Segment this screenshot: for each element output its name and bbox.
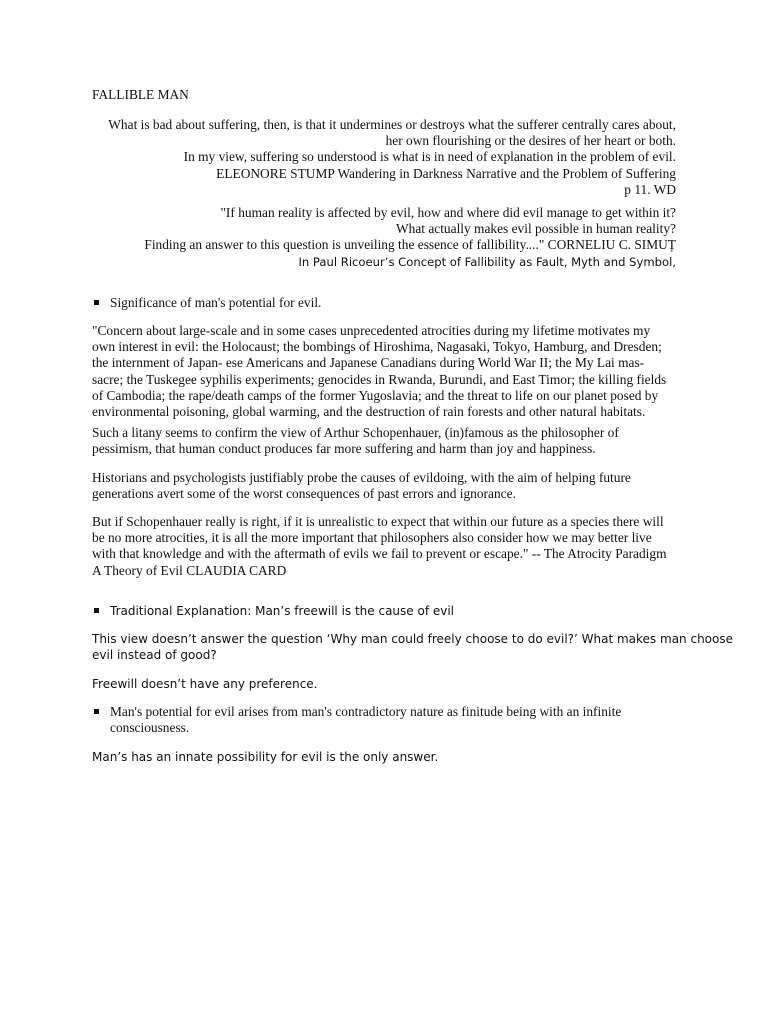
paragraph-line: sacre; the Tuskegee syphilis experiments; genocides in Rwanda, Burundi, and East Timor; the killing fields: [92, 371, 667, 387]
freewill-paragraph: [92, 676, 692, 692]
card-quote-paragraph-4: [92, 514, 692, 579]
paragraph-line: A Theory of Evil CLAUDIA CARD: [92, 562, 287, 578]
epigraph-line: "If human reality is affected by evil, how and where did evil manage to get within it?: [220, 205, 676, 220]
paragraph-line: evil instead of good?: [92, 648, 217, 663]
paragraph-line: environmental poisoning, global warming, and the destruction of rain forests and other natural habitats.: [92, 404, 646, 420]
conclusion-paragraph: [92, 749, 692, 765]
paragraph-line: of Cambodia; the rape/death camps of the former Yugoslavia; and the threat to life on our planet posed by: [92, 387, 659, 403]
paragraph-line: own interest in evil: the Holocaust; the bombings of Hiroshima, Nagasaki, Tokyo, Hamburg, and Dresden;: [92, 339, 662, 355]
paragraph-line: "Concern about large-scale and in some cases unprecedented atrocities during my lifetime motivates my: [92, 323, 651, 338]
paragraph-line: the internment of Japan- ese Americans and Japanese Canadians during World War II; the My Lai mas-: [92, 355, 645, 371]
epigraph-stump: [92, 117, 676, 198]
card-quote-paragraph-2: [92, 425, 692, 457]
paragraph-line: But if Schopenhauer really is right, if it is unrealistic to expect that within our future as a species there will: [92, 514, 664, 529]
paragraph-line: with that knowledge and with the aftermath of evils we fail to prevent or escape." -- The Atrocity Paradigm: [92, 546, 667, 562]
paragraph-line: be no more atrocities, it is all the more important that philosophers also consider how we may better live: [92, 530, 652, 546]
epigraph-page-ref: p 11. WD: [624, 181, 676, 197]
epigraph-attribution: Finding an answer to this question is unveiling the essence of fallibility...." CORNELIU C. SIMUȚ: [144, 237, 676, 253]
bullet-marker: [94, 709, 99, 714]
bullet-text: Man's potential for evil arises from man's contradictory nature as finitude being with an infinite consciousness.: [110, 704, 622, 736]
card-quote-paragraph-1: [92, 323, 692, 420]
paragraph-line: This view doesn’t answer the question ‘Why man could freely choose to do evil?’ What makes man choose: [92, 632, 733, 646]
paragraph-line: Freewill doesn’t have any preference.: [92, 677, 318, 691]
paragraph-line: Man’s has an innate possibility for evil is the only answer.: [92, 750, 439, 764]
epigraph-attribution: ELEONORE STUMP Wandering in Darkness Narrative and the Problem of Suffering: [216, 165, 676, 181]
document-title: FALLIBLE MAN: [92, 87, 189, 102]
card-quote-paragraph-3: [92, 470, 692, 502]
question-paragraph: [92, 631, 733, 663]
bullet-marker: [94, 608, 99, 613]
bullet-marker: [94, 300, 99, 305]
bullet-text: Significance of man's potential for evil.: [110, 295, 322, 310]
epigraph-line: In my view, suffering so understood is what is in need of explanation in the problem of evil.: [183, 149, 676, 165]
epigraph-line: What is bad about suffering, then, is that it undermines or destroys what the sufferer centrally cares about,: [108, 117, 676, 132]
epigraph-line: What actually makes evil possible in human reality?: [395, 221, 676, 237]
paragraph-line: generations avert some of the worst consequences of past errors and ignorance.: [92, 486, 516, 502]
epigraph-source: In Paul Ricoeur’s Concept of Fallibility as Fault, Myth and Symbol,: [298, 254, 676, 269]
epigraph-line: her own flourishing or the desires of her heart or both.: [385, 133, 676, 149]
epigraph-simut: [92, 205, 676, 270]
paragraph-line: Historians and psychologists justifiably probe the causes of evildoing, with the aim of helping future: [92, 470, 631, 485]
paragraph-line: Such a litany seems to confirm the view of Arthur Schopenhauer, (in)famous as the philosopher of: [92, 425, 619, 440]
paragraph-line: pessimism, that human conduct produces far more suffering and harm than joy and happiness.: [92, 441, 596, 457]
bullet-text: Traditional Explanation: Man’s freewill is the cause of evil: [110, 604, 455, 618]
